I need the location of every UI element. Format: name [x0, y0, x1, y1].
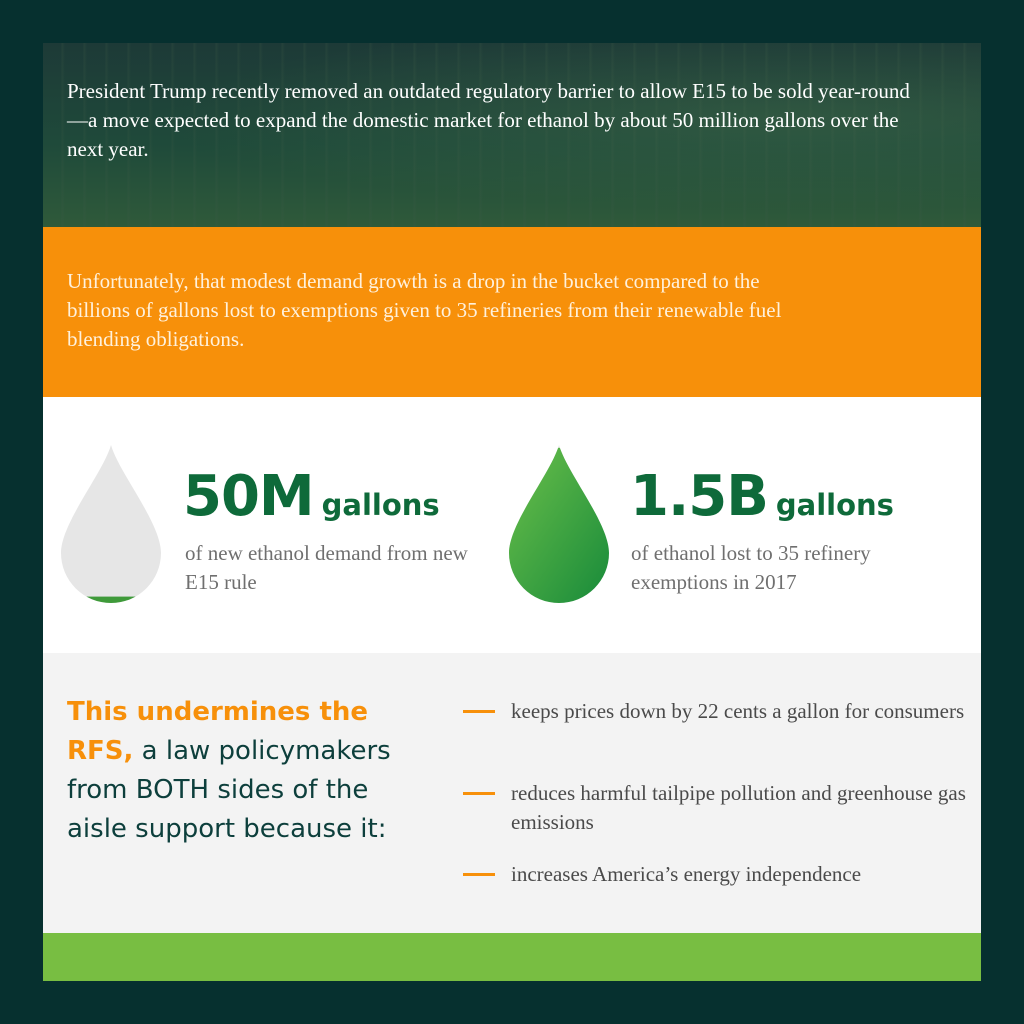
stat-demand-number: 50M [183, 464, 314, 529]
stats-section [43, 397, 981, 653]
rfs-bullet-text: reduces harmful tailpipe pollution and greenhouse gas emissions [511, 781, 966, 834]
rfs-bullet-text: increases America’s energy independence [511, 862, 862, 886]
rfs-heading [67, 693, 427, 849]
stat-lost-unit: gallons [775, 488, 894, 522]
callout-banner [43, 227, 981, 397]
stat-demand-unit: gallons [321, 488, 440, 522]
drop-icon-lost [507, 443, 611, 603]
stat-lost-number: 1.5B [630, 464, 768, 529]
stat-lost-value [630, 464, 894, 535]
dash-icon [463, 792, 495, 795]
dash-icon [463, 873, 495, 876]
intro-banner [43, 43, 981, 227]
stat-demand-description: of new ethanol demand from new E15 rule [185, 541, 468, 594]
stat-demand-value [183, 464, 440, 535]
callout-text: Unfortunately, that modest demand growth is a drop in the bucket compared to the billions of gallons lost to exemptions given to 35 refineries from their renewable fuel blending obligations. [67, 269, 782, 351]
drop-icon-demand [59, 443, 163, 603]
rfs-heading-accent: This undermines the RFS, [67, 697, 369, 766]
stat-lost-description: of ethanol lost to 35 refinery exemptions in 2017 [631, 541, 871, 594]
rfs-heading-rest: a law policymakers from BOTH sides of the aisle support because it: [67, 736, 391, 844]
dash-icon [463, 710, 495, 713]
rfs-section [43, 653, 981, 933]
intro-text: President Trump recently removed an outdated regulatory barrier to allow E15 to be sold year-round—a move expected to expand the domestic market for ethanol by about 50 million gallons over the next year. [67, 79, 910, 161]
footer-bar [43, 933, 981, 981]
rfs-bullet-text: keeps prices down by 22 cents a gallon for consumers [511, 699, 965, 723]
infographic-card [43, 43, 981, 981]
